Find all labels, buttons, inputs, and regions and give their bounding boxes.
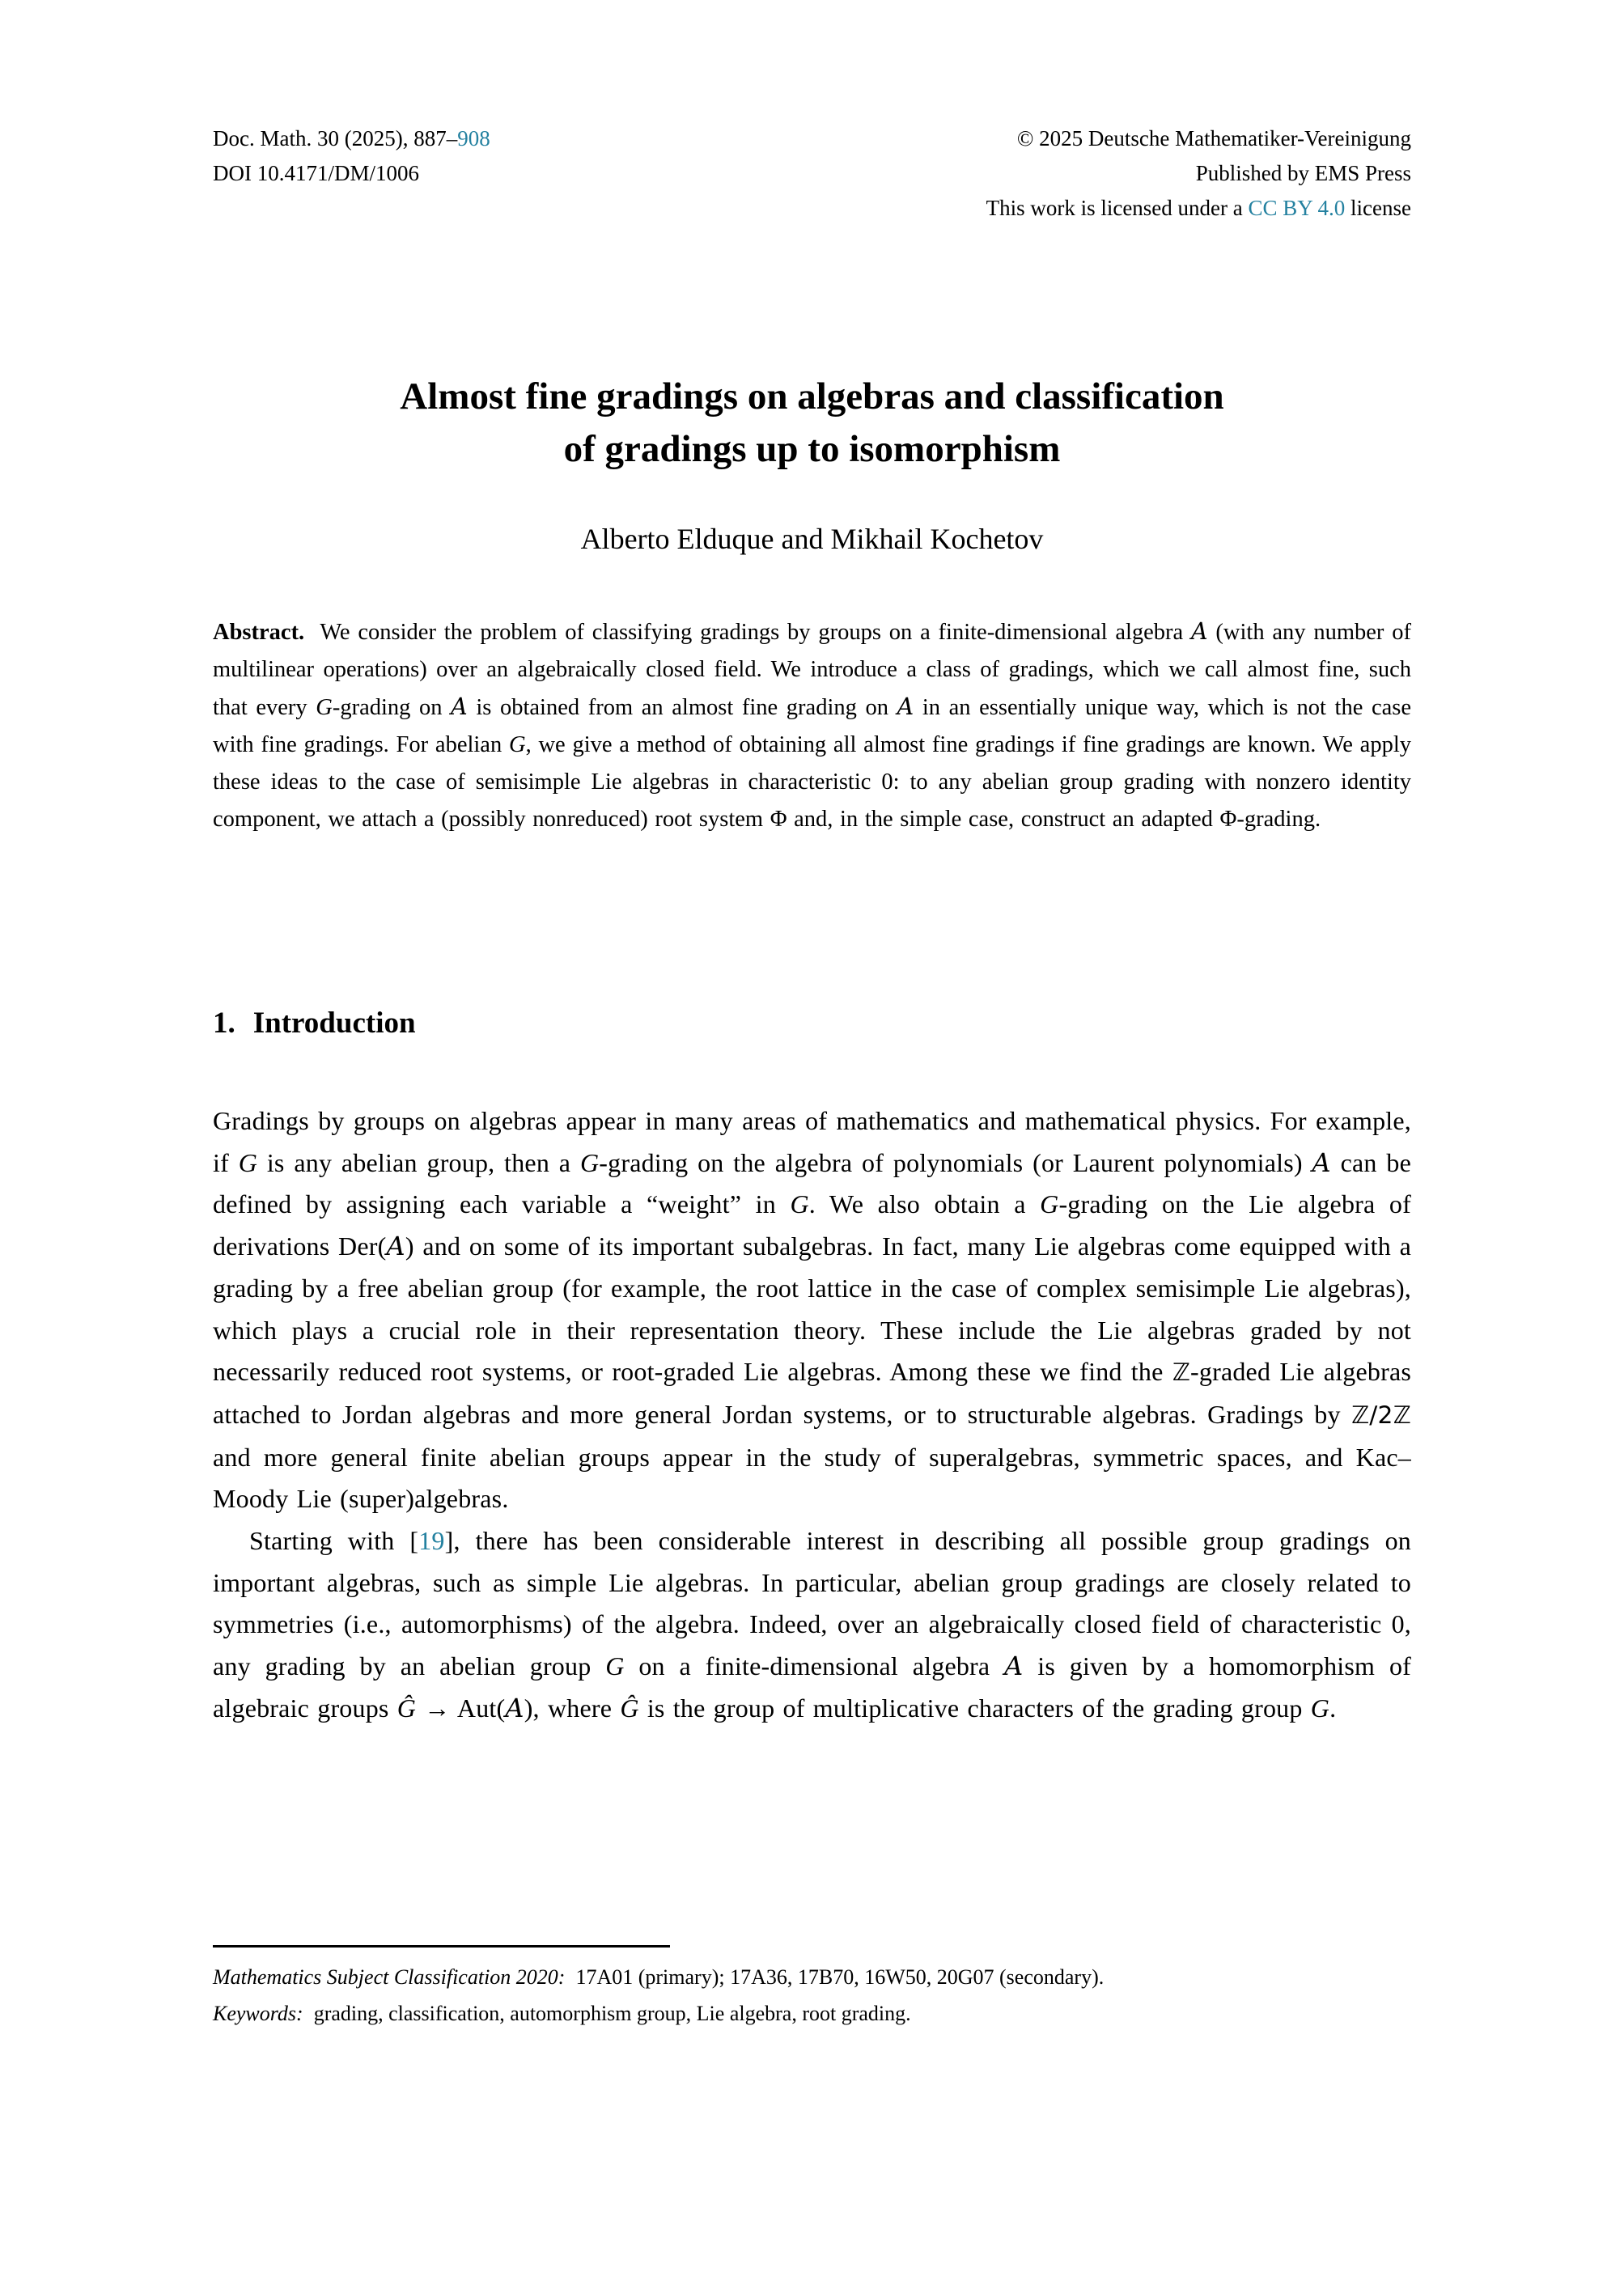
text-run: A xyxy=(505,1692,524,1723)
text-run: ℤ xyxy=(1172,1358,1191,1388)
text-run: A xyxy=(897,693,914,720)
text-run: grading, classification, automorphism group, Lie algebra, root grading. xyxy=(303,2002,911,2025)
section-1-heading xyxy=(213,1006,1411,1041)
text-run: We consider the problem of classifying gradings by groups on a finite-dimensional algebra xyxy=(304,620,1191,645)
cc-by-license-link[interactable]: CC BY 4.0 xyxy=(1248,196,1346,220)
text-run: A xyxy=(1312,1146,1331,1178)
text-run: and more general finite abelian groups appear in the study of superalgebras, symmetric spaces, and Kac–Moody Lie (super)algebras. xyxy=(213,1442,1411,1514)
license-line xyxy=(986,191,1411,226)
text-run: . xyxy=(1329,1693,1337,1723)
text-run: G xyxy=(508,732,526,757)
paper-authors: Alberto Elduque and Mikhail Kochetov xyxy=(580,523,1044,555)
text-run: G xyxy=(790,1189,809,1219)
citation-19-link[interactable]: 19 xyxy=(418,1526,445,1556)
text-run: , we give a method of obtaining all almost fine gradings if fine gradings are known. We apply these ideas to the case of semisimple Lie algebras in characteristic 0: to any abelian group grading with nonzero identity component, we attach a (possibly nonreduced) root system Φ and, in the simple case, construct an adapted Φ-grading. xyxy=(213,732,1411,832)
text-run: license xyxy=(1345,196,1411,220)
text-run: in an essentially unique way, which is not the case with fine gradings. For abelian xyxy=(213,695,1411,757)
text-run: G xyxy=(316,695,333,720)
paper-title-line-1: Almost fine gradings on algebras and classification xyxy=(400,375,1224,417)
text-run: -grading on the algebra of polynomials (or Laurent polynomials) xyxy=(599,1147,1312,1177)
text-run: is obtained from an almost fine grading on xyxy=(467,695,897,720)
text-run: (with any number of multilinear operations) over an algebraically closed field. We introduce a class of gradings, which we call almost fine, such that every xyxy=(213,620,1411,720)
text-run: → Aut( xyxy=(416,1693,506,1723)
text-run: 17A01 (primary); 17A36, 17B70, 16W50, 20G07 (secondary). xyxy=(565,1965,1105,1989)
text-run: G xyxy=(605,1651,625,1681)
text-run: on a finite-dimensional algebra xyxy=(624,1651,1005,1681)
content-column xyxy=(213,0,1411,2293)
text-run: G xyxy=(238,1147,258,1177)
text-run: ), where xyxy=(524,1693,621,1723)
text-run: G xyxy=(1310,1693,1330,1723)
msc-line xyxy=(213,1959,1411,1995)
header-left xyxy=(213,121,490,226)
text-run: This work is licensed under a xyxy=(986,196,1249,220)
keywords-line xyxy=(213,1995,1411,2032)
text-run: A xyxy=(1191,618,1208,645)
text-run: G xyxy=(1040,1189,1059,1219)
text-run: Ĝ xyxy=(620,1693,639,1723)
text-run: -grading on xyxy=(332,695,452,720)
journal-reference xyxy=(213,121,490,156)
intro-paragraph-1 xyxy=(213,1100,1411,1520)
text-run: A xyxy=(386,1231,405,1262)
section-title: Introduction xyxy=(252,1007,416,1040)
footnote-rule xyxy=(213,1945,670,1948)
doi-line: DOI 10.4171/DM/1006 xyxy=(213,161,419,185)
copyright-line: © 2025 Deutsche Mathematiker-Vereinigung xyxy=(1016,126,1411,150)
text-run: Ĝ xyxy=(396,1693,417,1723)
text-run: A xyxy=(451,693,468,720)
paper-title xyxy=(213,371,1411,476)
text-run: ], there has been considerable interest in describing all possible group gradings on important algebras, such as simple Lie algebras. In particular, abelian group gradings are closely related to symmetries (i.e., automorphisms) of the algebra. Indeed, over an algebraically closed field of characteristic 0, any grading by an abelian group xyxy=(213,1526,1412,1681)
introduction-body xyxy=(213,1100,1411,1730)
text-run: -graded Lie algebras attached to Jordan algebras and more general Jordan systems, or to structurable algebras. Gradings by xyxy=(213,1357,1411,1429)
keywords-label: Keywords: xyxy=(213,2002,303,2025)
text-run: -grading on the Lie algebra of derivations Der( xyxy=(213,1189,1411,1261)
text-run: ℤ/2ℤ xyxy=(1351,1401,1411,1430)
page-range-link[interactable]: 908 xyxy=(457,126,490,150)
page-header xyxy=(213,121,1411,226)
footnote xyxy=(213,1945,1411,2032)
abstract xyxy=(213,613,1411,838)
text-run: Doc. Math. 30 (2025), 887– xyxy=(213,126,458,150)
text-run: Gradings by groups on algebras appear in many areas of mathematics and mathematical physics. For example, if xyxy=(213,1106,1411,1177)
text-run: is given by a homomorphism of algebraic groups xyxy=(213,1651,1411,1723)
text-run: is the group of multiplicative characters of the grading group xyxy=(638,1693,1311,1723)
intro-paragraph-2 xyxy=(213,1520,1411,1730)
text-run: ) and on some of its important subalgebras. In fact, many Lie algebras come equipped with a grading by a free abelian group (for example, the root lattice in the case of complex semisimple Lie algebras), which plays a crucial role in their representation theory. These include the Lie algebras graded by not necessarily reduced root systems, or root-graded Lie algebras. Among these we find the xyxy=(213,1231,1412,1387)
msc-label: Mathematics Subject Classification 2020: xyxy=(213,1965,566,1989)
text-run: can be defined by assigning each variable a “weight” in xyxy=(213,1147,1411,1219)
text-run: G xyxy=(579,1147,600,1177)
paper-title-line-2: of gradings up to isomorphism xyxy=(563,428,1061,470)
text-run: A xyxy=(1004,1651,1024,1682)
publisher-line: Published by EMS Press xyxy=(1195,161,1411,185)
text-run: is any abelian group, then a xyxy=(257,1147,580,1177)
section-number: 1. xyxy=(213,1007,235,1040)
header-right xyxy=(986,121,1411,226)
text-run: . We also obtain a xyxy=(808,1189,1041,1219)
text-run: Starting with [ xyxy=(249,1526,419,1556)
abstract-label: Abstract. xyxy=(213,620,305,645)
